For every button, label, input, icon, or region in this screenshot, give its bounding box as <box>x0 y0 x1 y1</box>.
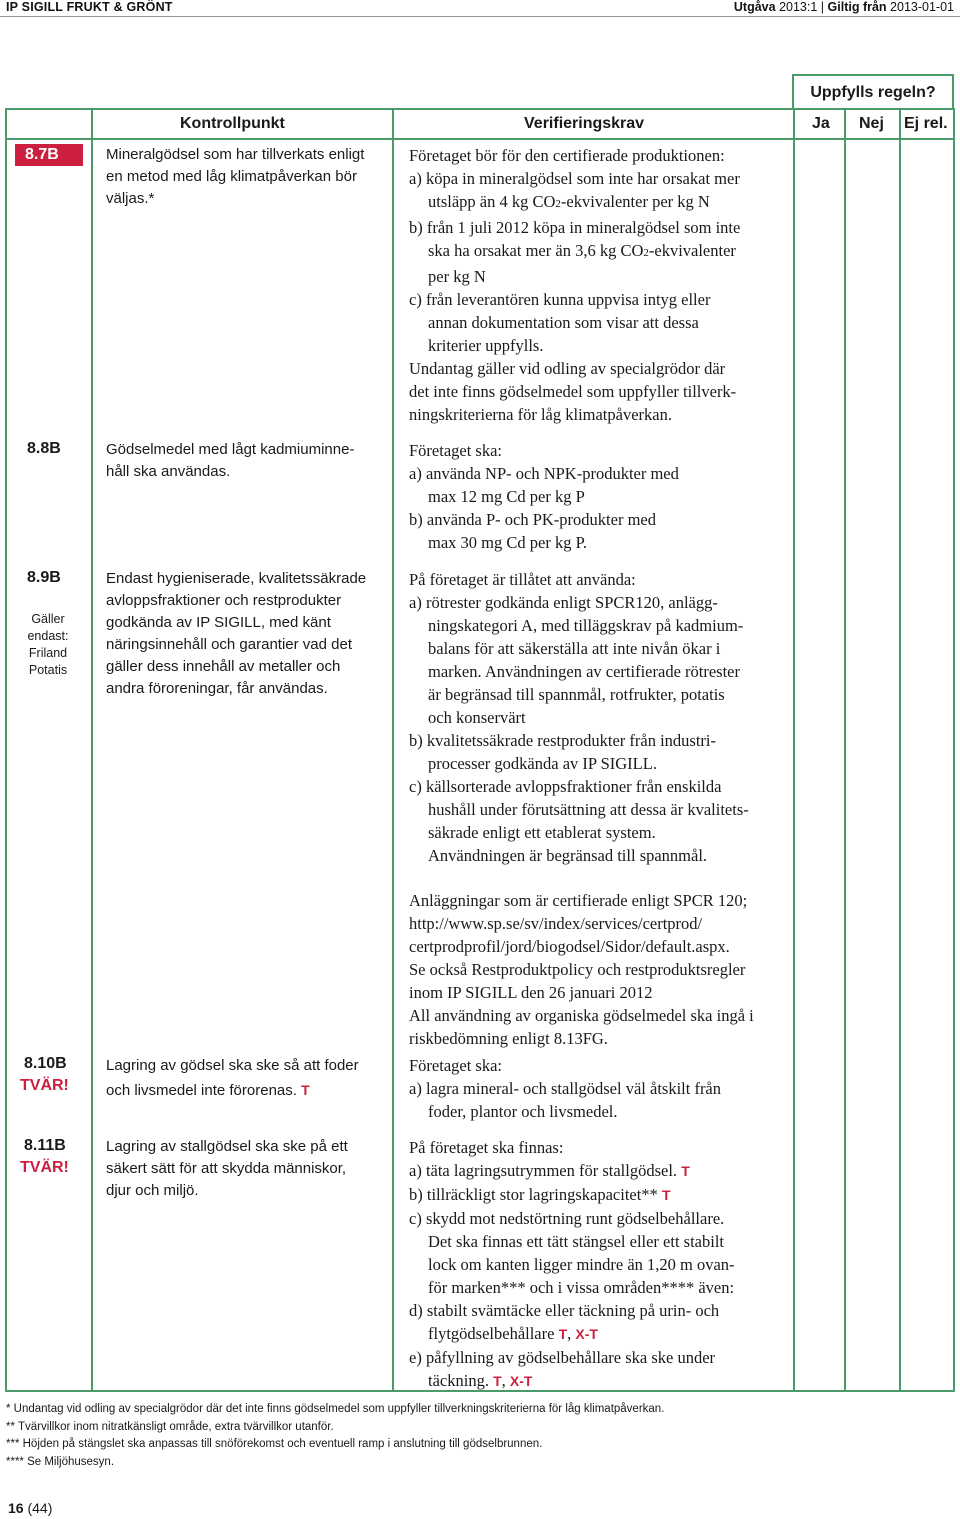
url-line: http://www.sp.se/sv/index/services/certprod/ <box>409 914 703 933</box>
page-current: 16 <box>8 1500 24 1516</box>
text-line: Endast hygieniserade, kvalitetssäkrade <box>106 570 367 587</box>
edition-value: 2013:1 <box>779 0 818 14</box>
row-id: 8.11B <box>24 1137 66 1154</box>
text-line: b) kvalitetssäkrade restprodukter från industri- <box>409 731 716 750</box>
text-line: Mineralgödsel som har tillverkats enligt <box>106 146 365 163</box>
text-line: Se också Restproduktpolicy och restproduktsregler <box>409 960 746 979</box>
text-line: foder, plantor och livsmedel. <box>428 1102 618 1121</box>
text-line: hushåll under förutsättning att dessa är kvalitets- <box>428 800 749 819</box>
document-header <box>0 0 960 14</box>
text-line: På företaget ska finnas: <box>409 1138 564 1157</box>
text-segment: b) tillräckligt stor lagringskapacitet** <box>409 1185 658 1204</box>
text-segment: ska ha orsakat mer än 3,6 kg CO <box>428 241 644 260</box>
text-line: Potatis <box>28 663 68 677</box>
text-line: andra föroreningar, får användas. <box>106 680 328 697</box>
header-divider <box>0 16 960 17</box>
text-line: a) rötrester godkända enligt SPCR120, anlägg- <box>409 593 718 612</box>
text-line: marken. Användningen av certifierade rötrester <box>428 662 740 681</box>
col-divider <box>899 110 901 1390</box>
text-line: Gäller <box>31 612 65 626</box>
verifiering-8-9b <box>409 568 749 867</box>
text-line: a) köpa in mineralgödsel som inte har orsakat mer <box>409 169 740 188</box>
scope-note <box>22 611 74 679</box>
verifiering-8-11b <box>409 1136 735 1393</box>
text-line: e) påfyllning av gödselbehållare ska ske under <box>409 1348 716 1367</box>
text-line: balans för att säkerställa att inte nivån ökar i <box>428 639 721 658</box>
text-line: c) från leverantören kunna uppvisa intyg eller <box>409 290 711 309</box>
text-line: djur och miljö. <box>106 1182 199 1199</box>
tvarvillkor-mark: T <box>681 1163 690 1179</box>
subscript: 2 <box>643 247 649 259</box>
text-line: ningskriterierna för låg klimatpåverkan. <box>409 405 672 424</box>
col-divider <box>91 110 93 1390</box>
text-line: näringsinnehåll och garantier vad det <box>106 636 352 653</box>
row-id: 8.8B <box>27 440 61 457</box>
text-line: och konservärt <box>428 708 526 727</box>
extra-tvarvillkor-mark: X-T <box>509 1373 533 1389</box>
kontrollpunkt-8-11b <box>106 1136 348 1202</box>
text-segment: flytgödselbehållare <box>428 1324 555 1343</box>
text-line: per kg N <box>428 267 486 286</box>
valid-from-value: 2013-01-01 <box>890 0 954 14</box>
verifiering-8-7b <box>409 144 740 426</box>
text-line: säkert sätt för att skydda människor, <box>106 1160 347 1177</box>
text-line: avloppsfraktioner och restprodukter <box>106 592 342 609</box>
compliance-header-box <box>792 74 954 110</box>
compliance-question: Uppfylls regeln? <box>810 84 936 101</box>
text-segment: utsläpp än 4 kg CO <box>428 192 556 211</box>
text-line: c) skydd mot nedstörtning runt gödselbehållare. <box>409 1209 725 1228</box>
text-line: säkrade enligt ett etablerat system. <box>428 823 656 842</box>
tvarvillkor-mark: T <box>661 1187 671 1203</box>
subscript: 2 <box>555 198 561 210</box>
col-divider <box>844 110 846 1390</box>
footnote: ** Tvärvillkor inom nitratkänsligt område, extra tvärvillkor utanför. <box>6 1420 334 1433</box>
extra-tvarvillkor-mark: X-T <box>575 1326 598 1342</box>
text-line: a) använda NP- och NPK-produkter med <box>409 464 679 483</box>
text-line <box>409 1322 735 1346</box>
text-line: max 30 mg Cd per kg P. <box>428 533 588 552</box>
col-header-kontrollpunkt: Kontrollpunkt <box>180 115 285 132</box>
text-line: På företaget är tillåtet att använda: <box>409 570 636 589</box>
text-line: Undantag gäller vid odling av specialgrödor där <box>409 359 726 378</box>
footnote: * Undantag vid odling av specialgrödor där det inte finns gödselmedel som uppfyller tillverkningskriterierna för låg klimatpåverkan. <box>6 1403 665 1415</box>
text-segment: täckning. <box>428 1371 489 1390</box>
text-line: max 12 mg Cd per kg P <box>428 487 585 506</box>
col-header-nej: Nej <box>859 115 884 132</box>
verifiering-8-10b <box>409 1054 721 1123</box>
text-line <box>106 1078 359 1103</box>
comma: , <box>567 1324 572 1343</box>
edition-info <box>734 0 954 14</box>
tvarvillkor-mark: T <box>558 1326 568 1342</box>
col-header-ejrel: Ej rel. <box>904 115 948 132</box>
text-line: riskbedömning enligt 8.13FG. <box>409 1029 608 1048</box>
text-line: a) lagra mineral- och stallgödsel väl åtskilt från <box>409 1079 722 1098</box>
text-line <box>409 239 740 265</box>
text-segment: -ekvivalenter per kg N <box>560 192 710 211</box>
verifiering-8-8b <box>409 439 679 554</box>
page-total: (44) <box>27 1500 53 1516</box>
text-line: endast: <box>27 629 69 643</box>
text-segment: -ekvivalenter <box>648 241 736 260</box>
url-line: certprodprofil/jord/biogodsel/Sidor/default.aspx. <box>409 937 730 956</box>
text-line: Anläggningar som är certifierade enligt SPCR 120; <box>409 891 748 910</box>
text-line: väljas.* <box>106 190 155 207</box>
text-line: håll ska användas. <box>106 463 231 480</box>
text-line: Företaget bör för den certifierade produktionen: <box>409 146 725 165</box>
text-line: Det ska finnas ett tätt stängsel eller ett stabilt <box>428 1232 725 1251</box>
row-id-badge: 8.7B <box>15 144 83 166</box>
text-line: b) använda P- och PK-produkter med <box>409 510 656 529</box>
text-line: Företaget ska: <box>409 441 503 460</box>
text-line: b) från 1 juli 2012 köpa in mineralgödsel som inte <box>409 218 741 237</box>
text-line: godkända av IP SIGILL, med känt <box>106 614 331 631</box>
text-line: är begränsad till spannmål, rotfrukter, potatis <box>428 685 725 704</box>
text-segment: och livsmedel inte förorenas. <box>106 1082 297 1099</box>
text-line: Företaget ska: <box>409 1056 503 1075</box>
text-line: inom IP SIGILL den 26 januari 2012 <box>409 983 653 1002</box>
footnote: **** Se Miljöhusesyn. <box>6 1455 115 1468</box>
text-line: Gödselmedel med lågt kadmiuminne- <box>106 441 355 458</box>
text-line: c) källsorterade avloppsfraktioner från enskilda <box>409 777 722 796</box>
verifiering-8-9b-references <box>409 889 754 1050</box>
text-line: Lagring av gödsel ska ske så att foder <box>106 1057 359 1074</box>
text-line <box>409 1159 735 1183</box>
valid-from-label: Giltig från <box>827 0 887 14</box>
text-line: för marken*** och i vissa områden**** även: <box>428 1278 735 1297</box>
col-header-verifieringskrav: Verifieringskrav <box>524 115 645 132</box>
row-id: 8.9B <box>27 569 61 586</box>
comma: , <box>501 1371 506 1390</box>
text-line: lock om kanten ligger mindre än 1,20 m ovan- <box>428 1255 735 1274</box>
tvarvillkor-mark: T <box>493 1373 502 1389</box>
text-line: All användning av organiska gödselmedel ska ingå i <box>409 1006 754 1025</box>
tvar-label: TVÄR! <box>20 1077 69 1094</box>
kontrollpunkt-8-8b <box>106 439 354 483</box>
document-title: IP SIGILL FRUKT & GRÖNT <box>6 0 173 14</box>
col-divider <box>392 110 394 1390</box>
text-line: annan dokumentation som visar att dessa <box>428 313 699 332</box>
text-line: det inte finns gödselmedel som uppfyller tillverk- <box>409 382 737 401</box>
col-header-ja: Ja <box>812 115 830 132</box>
header-row-divider <box>7 138 953 140</box>
text-line <box>409 1369 735 1393</box>
text-line: ningskategori A, med tilläggskrav på kadmium- <box>428 616 744 635</box>
text-line: Lagring av stallgödsel ska ske på ett <box>106 1138 348 1155</box>
text-segment: a) täta lagringsutrymmen för stallgödsel. <box>409 1161 678 1180</box>
separator: | <box>820 0 825 14</box>
text-line: processer godkända av IP SIGILL. <box>428 754 657 773</box>
page-number <box>8 1500 52 1516</box>
kontrollpunkt-8-9b <box>106 568 366 700</box>
kontrollpunkt-8-10b <box>106 1054 359 1103</box>
tvarvillkor-mark: T <box>301 1082 310 1098</box>
text-line: Användningen är begränsad till spannmål. <box>428 846 708 865</box>
text-line: kriterier uppfylls. <box>428 336 544 355</box>
footnotes <box>6 1401 664 1471</box>
text-line: d) stabilt svämtäcke eller täckning på urin- och <box>409 1301 720 1320</box>
tvar-label: TVÄR! <box>20 1159 69 1176</box>
text-line: en metod med låg klimatpåverkan bör <box>106 168 357 185</box>
col-divider <box>793 110 795 1390</box>
text-line: Friland <box>28 646 68 660</box>
kontrollpunkt-8-7b <box>106 144 364 210</box>
footnote: *** Höjden på stängslet ska anpassas till snöförekomst och eventuell ramp i anslutning till gödselbrunnen. <box>6 1438 543 1450</box>
text-line <box>409 1183 735 1207</box>
row-id: 8.10B <box>24 1055 67 1072</box>
text-line: gäller dess innehåll av metaller och <box>106 658 341 675</box>
edition-label: Utgåva <box>733 0 776 14</box>
text-line <box>409 190 740 216</box>
